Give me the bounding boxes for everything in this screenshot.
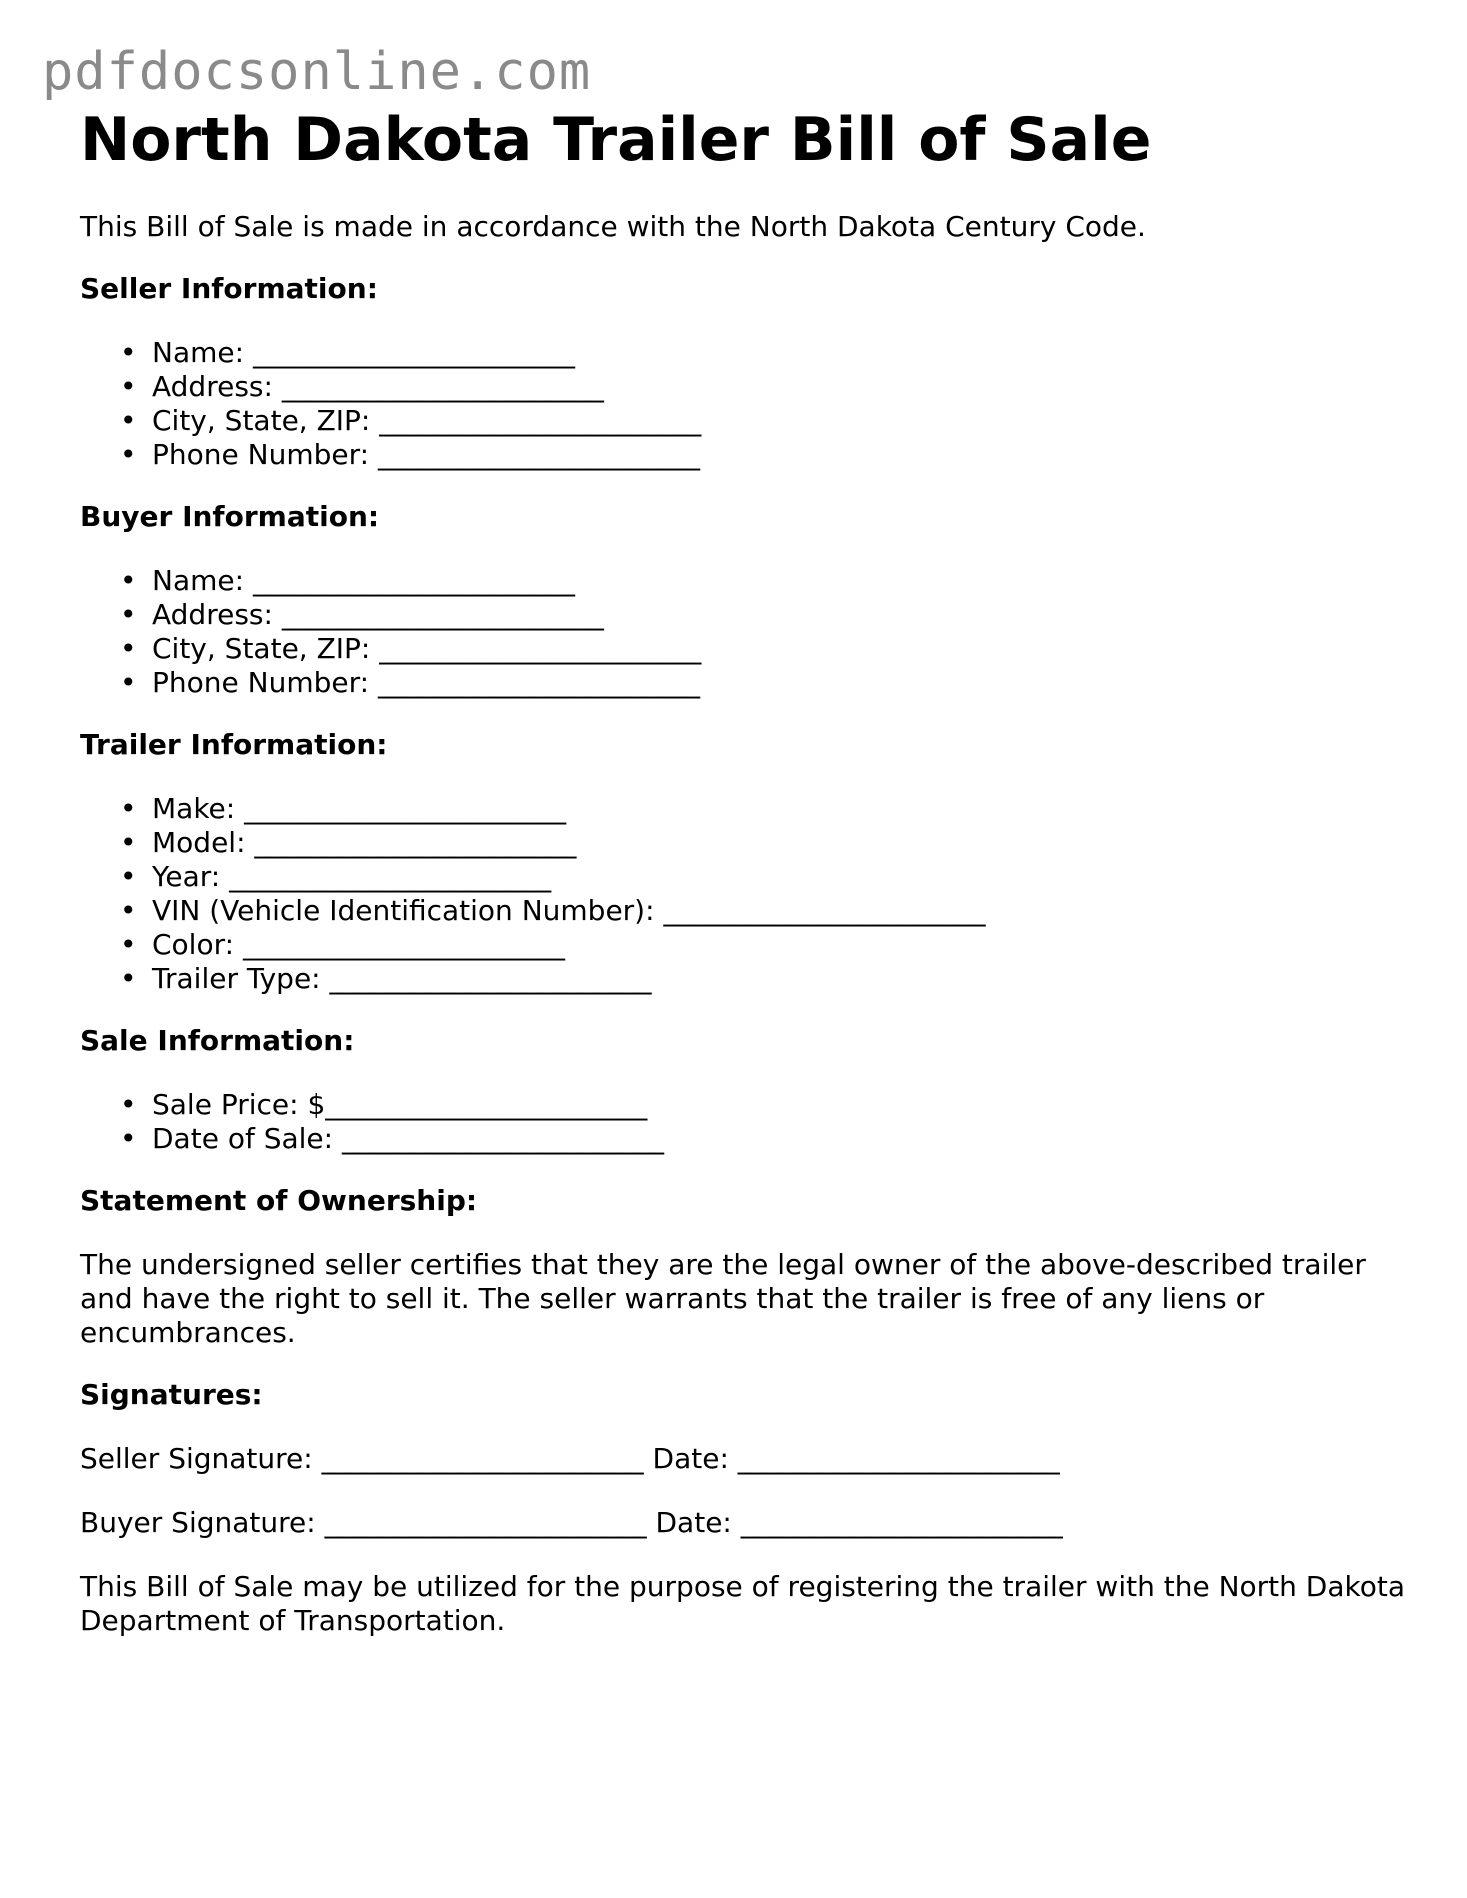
- field-label: Address:: [152, 370, 273, 403]
- bullet-icon: •: [120, 1122, 137, 1155]
- field-label: Seller Signature:: [80, 1442, 313, 1475]
- field-label: Address:: [152, 598, 273, 631]
- field-label: Phone Number:: [152, 666, 370, 699]
- sale-heading: Sale Information:: [80, 1024, 355, 1057]
- blank-line: _______________________: [229, 860, 552, 893]
- buyer-field-list: [80, 564, 1410, 700]
- buyer-name-field[interactable]: [80, 564, 1410, 598]
- intro-text: This Bill of Sale is made in accordance with the North Dakota Century Code.: [80, 210, 1146, 243]
- blank-line: _______________________: [329, 962, 652, 995]
- trailer-model-field[interactable]: [80, 826, 1410, 860]
- field-label: Date:: [655, 1506, 732, 1539]
- blank-line: _______________________: [254, 826, 577, 859]
- bullet-icon: •: [120, 962, 137, 995]
- bullet-icon: •: [120, 1088, 137, 1121]
- sale-price-field[interactable]: [80, 1088, 1410, 1122]
- field-label: Make:: [152, 792, 236, 825]
- seller-field-list: [80, 336, 1410, 472]
- bullet-icon: •: [120, 632, 137, 665]
- blank-line: _______________________: [379, 404, 702, 437]
- field-label: Date:: [652, 1442, 729, 1475]
- signatures-heading: Signatures:: [80, 1378, 263, 1411]
- blank-line: _______________________: [377, 666, 700, 699]
- field-label: City, State, ZIP:: [152, 404, 371, 437]
- field-label: City, State, ZIP:: [152, 632, 371, 665]
- field-label: Buyer Signature:: [80, 1506, 316, 1539]
- buyer-address-field[interactable]: [80, 598, 1410, 632]
- bullet-icon: •: [120, 860, 137, 893]
- buyer-signature-line[interactable]: [80, 1506, 1410, 1540]
- field-label: Name:: [152, 336, 245, 369]
- sale-date-field[interactable]: [80, 1122, 1410, 1156]
- bullet-icon: •: [120, 894, 137, 927]
- blank-line: _______________________: [281, 598, 604, 631]
- seller-phone-field[interactable]: [80, 438, 1410, 472]
- blank-line: _______________________: [737, 1442, 1060, 1475]
- bullet-icon: •: [120, 598, 137, 631]
- bullet-icon: •: [120, 336, 137, 369]
- trailer-field-list: [80, 792, 1410, 996]
- blank-line: _______________________: [324, 1506, 647, 1539]
- document-page: [80, 104, 1410, 1638]
- bullet-icon: •: [120, 826, 137, 859]
- field-label: Phone Number:: [152, 438, 370, 471]
- field-label: Model:: [152, 826, 246, 859]
- blank-line: _______________________: [663, 894, 986, 927]
- seller-address-field[interactable]: [80, 370, 1410, 404]
- page-title: North Dakota Trailer Bill of Sale: [80, 105, 1152, 175]
- trailer-make-field[interactable]: [80, 792, 1410, 826]
- blank-line: _______________________: [321, 1442, 644, 1475]
- blank-line: _______________________: [281, 370, 604, 403]
- bullet-icon: •: [120, 928, 137, 961]
- ownership-statement: The undersigned seller certifies that they are the legal owner of the above-described trailer and have the right to sell it. The seller warrants that the trailer is free of any liens or encumbrances.: [80, 1248, 1366, 1349]
- ownership-heading: Statement of Ownership:: [80, 1184, 478, 1217]
- bullet-icon: •: [120, 792, 137, 825]
- trailer-heading: Trailer Information:: [80, 728, 388, 761]
- blank-line: _______________________: [342, 1122, 664, 1155]
- seller-signature-line[interactable]: [80, 1442, 1410, 1476]
- seller-name-field[interactable]: [80, 336, 1410, 370]
- buyer-heading: Buyer Information:: [80, 500, 380, 533]
- field-label: Date of Sale:: [152, 1122, 334, 1155]
- field-label: VIN (Vehicle Identification Number):: [152, 894, 655, 927]
- bullet-icon: •: [120, 438, 137, 471]
- bullet-icon: •: [120, 564, 137, 597]
- field-label: Year:: [152, 860, 221, 893]
- bullet-icon: •: [120, 404, 137, 437]
- trailer-type-field[interactable]: [80, 962, 1410, 996]
- buyer-city-state-zip-field[interactable]: [80, 632, 1410, 666]
- bullet-icon: •: [120, 666, 137, 699]
- blank-line: _______________________: [379, 632, 702, 665]
- sale-field-list: [80, 1088, 1410, 1156]
- field-label: Name:: [152, 564, 245, 597]
- trailer-year-field[interactable]: [80, 860, 1410, 894]
- field-label: Color:: [152, 928, 235, 961]
- bullet-icon: •: [120, 370, 137, 403]
- watermark: pdfdocsonline.com: [42, 42, 592, 102]
- field-label: Sale Price: $: [152, 1088, 326, 1121]
- trailer-color-field[interactable]: [80, 928, 1410, 962]
- blank-line: _______________________: [244, 792, 567, 825]
- blank-line: _______________________: [377, 438, 700, 471]
- blank-line: _______________________: [325, 1088, 648, 1121]
- blank-line: _______________________: [740, 1506, 1063, 1539]
- blank-line: _______________________: [252, 336, 575, 369]
- seller-heading: Seller Information:: [80, 272, 378, 305]
- seller-city-state-zip-field[interactable]: [80, 404, 1410, 438]
- blank-line: _______________________: [252, 564, 575, 597]
- field-label: Trailer Type:: [152, 962, 321, 995]
- trailer-vin-field[interactable]: [80, 894, 1410, 928]
- buyer-phone-field[interactable]: [80, 666, 1410, 700]
- blank-line: _______________________: [242, 928, 565, 961]
- closing-text: This Bill of Sale may be utilized for the purpose of registering the trailer with the North Dakota Department of Transportation.: [80, 1570, 1405, 1637]
